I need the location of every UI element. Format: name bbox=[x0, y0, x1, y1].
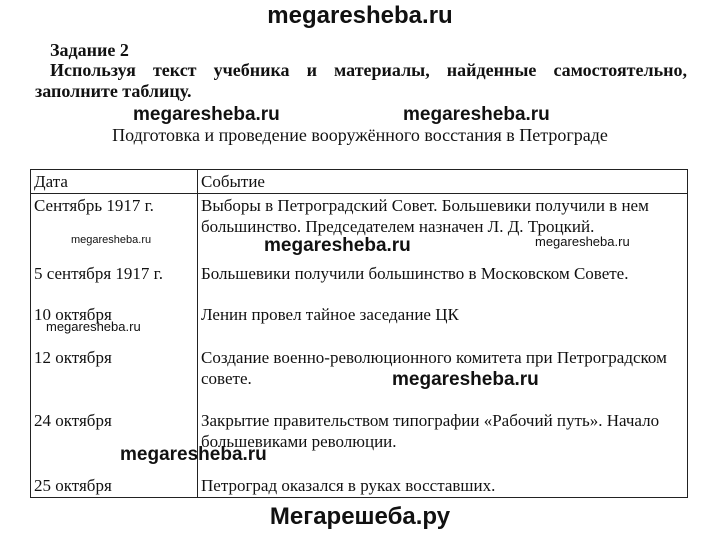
watermark-row1-center: megaresheba.ru bbox=[264, 235, 411, 256]
row-event: Ленин провел тайное заседание ЦК bbox=[198, 303, 688, 346]
row-event: Выборы в Петроградский Совет. Большевики получили в нем большинство. Председателем назначен Л. Д. Троцкий. bbox=[198, 194, 688, 262]
header-date: Дата bbox=[31, 170, 198, 194]
watermark-row1-right: megaresheba.ru bbox=[535, 234, 630, 249]
row-event: Большевики получили большинство в Московском Совете. bbox=[198, 262, 688, 303]
watermark-top: megaresheba.ru bbox=[267, 2, 453, 29]
row-date: 25 октября bbox=[31, 474, 198, 498]
row-date: 5 сентября 1917 г. bbox=[31, 262, 198, 303]
watermark-mid-left: megaresheba.ru bbox=[133, 104, 280, 125]
watermark-row5-left: megaresheba.ru bbox=[120, 444, 267, 465]
table-row bbox=[31, 262, 688, 303]
row-date: 12 октября bbox=[31, 346, 198, 409]
row-event: Закрытие правительством типографии «Рабочий путь». Начало большевиками революции. bbox=[198, 409, 688, 474]
row-event: Петроград оказался в руках восставших. bbox=[198, 474, 688, 498]
watermark-row1-left: megaresheba.ru bbox=[71, 234, 152, 246]
watermark-row3-left: megaresheba.ru bbox=[46, 319, 141, 334]
row-event: Создание военно-революционного комитета при Петроградском совете. bbox=[198, 346, 688, 409]
table-caption: Подготовка и проведение вооружённого восстания в Петрограде bbox=[112, 125, 608, 145]
watermark-row4-center: megaresheba.ru bbox=[392, 369, 539, 390]
table-row bbox=[31, 346, 688, 409]
task-instructions: Используя текст учебника и материалы, найденные самостоятельно, заполните таблицу. bbox=[35, 60, 687, 101]
row-date: 10 октября bbox=[31, 303, 198, 346]
row-date: 24 октября bbox=[31, 409, 198, 474]
watermark-mid-right: megaresheba.ru bbox=[403, 104, 550, 125]
table-header-row bbox=[31, 170, 688, 194]
header-event: Событие bbox=[198, 170, 688, 194]
row-date: Сентябрь 1917 г. bbox=[31, 194, 198, 262]
watermark-bottom: Мегарешеба.ру bbox=[269, 503, 451, 530]
table-row bbox=[31, 474, 688, 498]
task-title: Задание 2 bbox=[50, 40, 129, 60]
